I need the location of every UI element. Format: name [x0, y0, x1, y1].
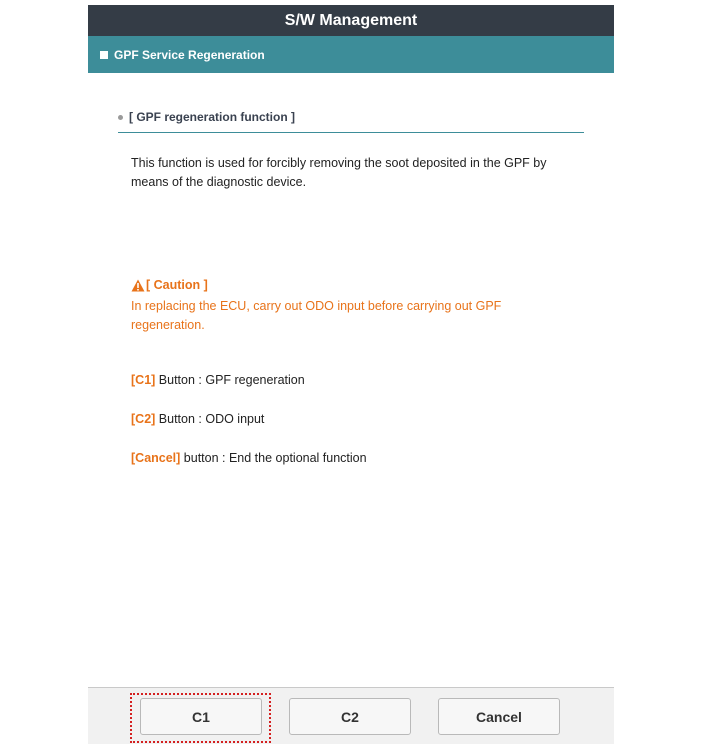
- content-area: [88, 73, 614, 687]
- section-header: [88, 36, 614, 73]
- caution-title: [ Caution ]: [146, 278, 208, 292]
- app-window: [88, 5, 614, 743]
- function-heading-text: [ GPF regeneration function ]: [129, 110, 296, 124]
- c1-description-text: Button : GPF regeneration: [155, 373, 305, 387]
- cancel-key: [Cancel]: [131, 451, 181, 465]
- c2-key: [C2]: [131, 412, 156, 426]
- function-heading: [118, 110, 584, 133]
- window-title: S/W Management: [284, 11, 418, 29]
- cancel-button[interactable]: Cancel: [438, 698, 560, 735]
- c1-description: [131, 373, 305, 387]
- caution-text: In replacing the ECU, carry out ODO input before carrying out GPF regeneration.: [131, 299, 502, 332]
- c1-button[interactable]: C1: [140, 698, 262, 735]
- c1-key: [C1]: [131, 373, 156, 387]
- cancel-description: [131, 451, 367, 465]
- caution-heading: [131, 278, 208, 292]
- cancel-description-text: button : End the optional function: [180, 451, 367, 465]
- title-bar: [88, 5, 614, 36]
- section-title: GPF Service Regeneration: [114, 47, 265, 62]
- function-description: This function is used for forcibly removing the soot deposited in the GPF by means of the diagnostic device.: [131, 156, 547, 189]
- warning-triangle-icon: [131, 279, 145, 292]
- square-icon: [100, 51, 108, 59]
- c2-description: [131, 412, 264, 426]
- button-bar: [88, 687, 614, 744]
- c2-button[interactable]: C2: [289, 698, 411, 735]
- bullet-dot-icon: [118, 115, 123, 120]
- c2-description-text: Button : ODO input: [155, 412, 265, 426]
